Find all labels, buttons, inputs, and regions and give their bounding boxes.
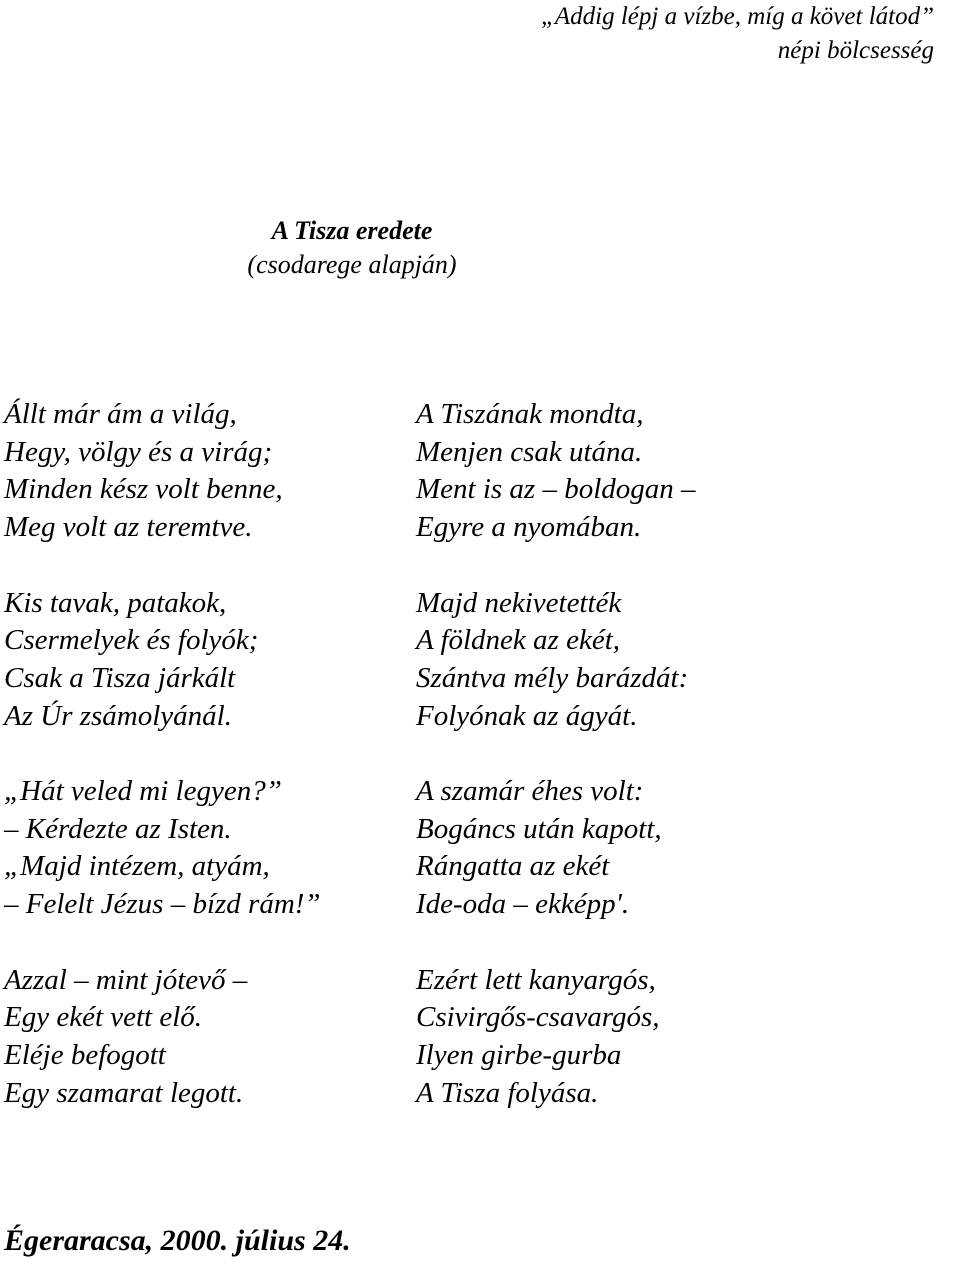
epigraph-quote: „Addig lépj a vízbe, míg a követ látod” [540,3,934,30]
verse-line: „Majd intézem, atyám, [4,850,270,883]
verse-line: Minden kész volt benne, [4,473,283,506]
verse-line: Ilyen girbe-gurba [416,1038,622,1071]
verse-line: Egy szamarat legott. [4,1076,244,1109]
verse-line: Csivirgős-csavargós, [416,1001,660,1034]
verse-line: Eléje befogott [4,1038,166,1071]
verse-line: Folyónak az ágyát. [416,699,638,732]
poem-title: A Tisza eredete [271,216,433,245]
title-block [0,214,704,282]
verse-line: Kis tavak, patakok, [4,586,227,619]
verse-line: – Felelt Jézus – bízd rám!” [4,888,321,921]
verse-line: Azzal – mint jótevő – [4,963,248,996]
verse-line: Csak a Tisza járkált [4,661,236,694]
verse-line: Egy ekét vett elő. [4,1001,203,1034]
verse-line: Meg volt az teremtve. [4,511,253,544]
verse-line: Állt már ám a világ, [4,398,237,430]
place-date-signature: Égeraracsa, 2000. július 24. [4,1224,351,1257]
verse-line: A Tisza folyása. [416,1076,599,1109]
verse-line: Rángatta az ekét [416,850,610,883]
verse-line: A szamár éhes volt: [416,775,644,807]
stanza [416,585,696,736]
epigraph-source: népi bölcsesség [777,37,934,64]
verse-line: Majd nekivetették [416,586,622,619]
verse-line: Ezért lett kanyargós, [416,963,656,996]
verse-line: A Tiszának mondta, [416,398,644,430]
verse-line: Bogáncs után kapott, [416,812,662,845]
stanza [4,585,321,736]
stanza [416,396,696,547]
poem-right-column [416,396,696,1112]
verse-line: Az Úr zsámolyánál. [4,699,232,732]
verse-line: Hegy, völgy és a virág; [4,435,273,468]
stanza [416,962,696,1113]
verse-line: Szántva mély barázdát: [416,661,689,694]
stanza [416,773,696,924]
stanza [4,773,321,924]
poem-subtitle: (csodarege alapján) [247,250,457,279]
verse-line: – Kérdezte az Isten. [4,812,232,845]
epigraph [541,0,934,68]
verse-line: Ide-oda – ekképp'. [416,888,630,921]
verse-line: Csermelyek és folyók; [4,624,259,657]
verse-line: Egyre a nyomában. [416,511,642,544]
verse-line: Menjen csak utána. [416,435,643,468]
stanza [4,396,321,547]
stanza [4,962,321,1113]
verse-line: „Hát veled mi legyen?” [4,775,282,807]
verse-line: A földnek az ekét, [416,624,621,657]
poem-left-column [4,396,321,1112]
verse-line: Ment is az – boldogan – [416,473,696,506]
